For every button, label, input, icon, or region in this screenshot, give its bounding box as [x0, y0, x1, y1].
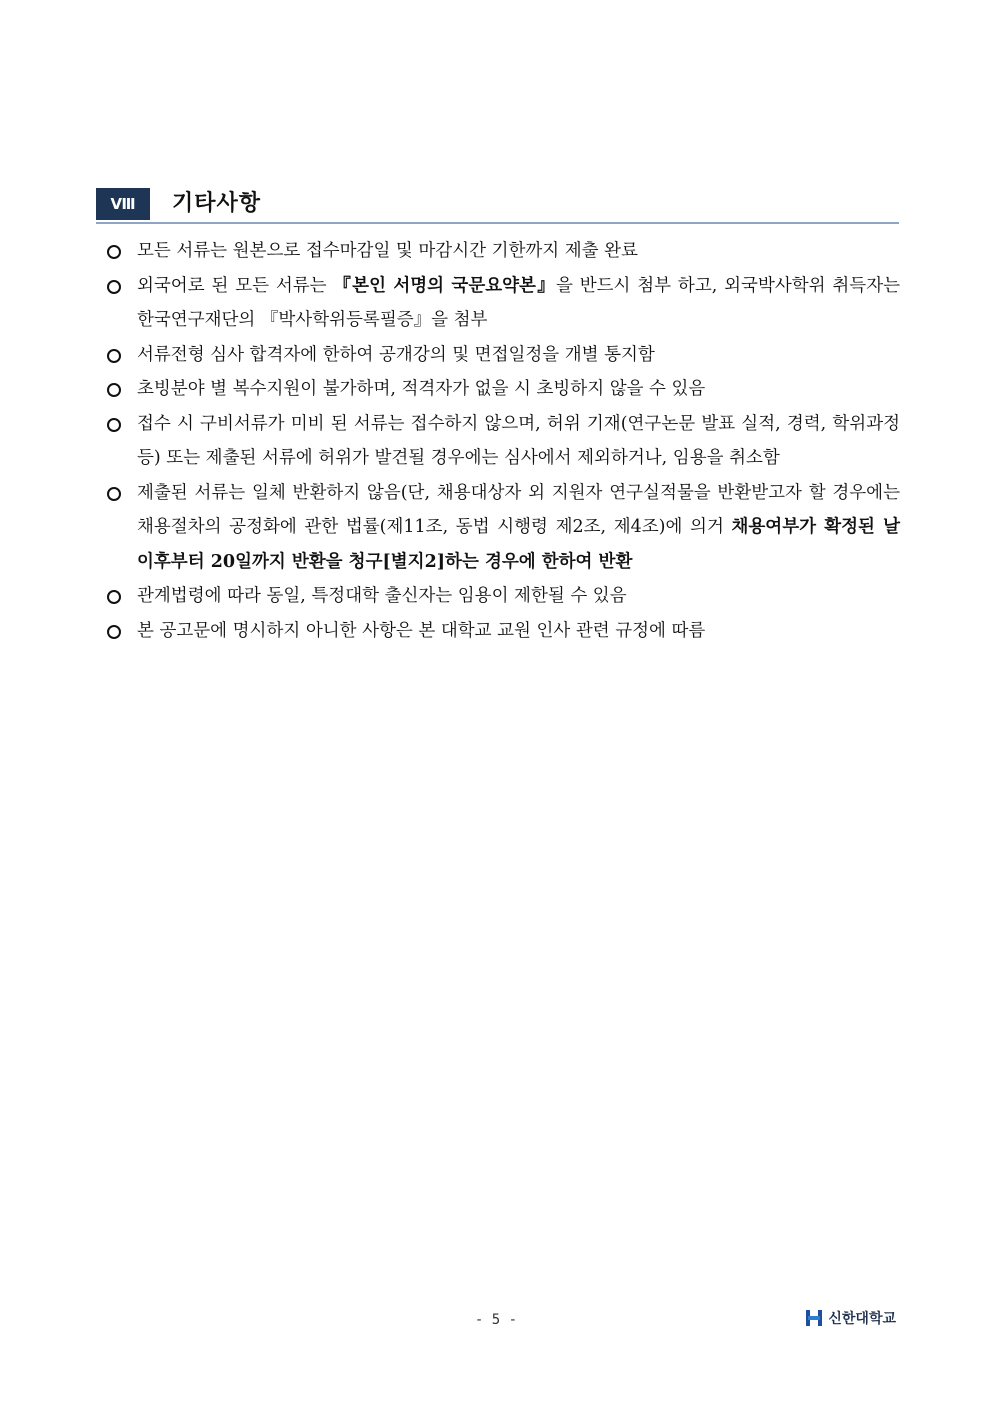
shinhan-university-logo-icon [804, 1308, 824, 1328]
circle-bullet-icon [107, 418, 121, 432]
circle-bullet-icon [107, 590, 121, 604]
circle-bullet-icon [107, 280, 121, 294]
list-item: 제출된 서류는 일체 반환하지 않음(단, 채용대상자 외 지원자 연구실적물을 반환받고자 할 경우에는 채용절차의 공정화에 관한 법률(제11조, 동법 시행령 제2조, 제4조)에 의거 채용여부가 확정된 날 이후부터 20일까지 반환을 청구[별지2]하는 경우에 한하여 반환 [105, 476, 900, 580]
circle-bullet-icon [107, 383, 121, 397]
logo-text: 신한대학교 [828, 1311, 896, 1327]
section-number: Ⅷ [96, 188, 150, 220]
circle-bullet-icon [107, 349, 121, 363]
list-item: 관계법령에 따라 동일, 특정대학 출신자는 임용이 제한될 수 있음 [105, 579, 900, 614]
circle-bullet-icon [107, 625, 121, 639]
list-item: 접수 시 구비서류가 미비 된 서류는 접수하지 않으며, 허위 기재(연구논문 발표 실적, 경력, 학위과정 등) 또는 제출된 서류에 허위가 발견될 경우에는 심사에서 제외하거나, 임용을 취소함 [105, 407, 900, 476]
notice-list [105, 234, 900, 648]
university-logo [804, 1308, 896, 1328]
list-item: 외국어로 된 모든 서류는 『본인 서명의 국문요약본』을 반드시 첨부 하고, 외국박사학위 취득자는 한국연구재단의 『박사학위등록필증』을 첨부 [105, 269, 900, 338]
circle-bullet-icon [107, 245, 121, 259]
circle-bullet-icon [107, 487, 121, 501]
list-item: 본 공고문에 명시하지 아니한 사항은 본 대학교 교원 인사 관련 규정에 따름 [105, 614, 900, 649]
list-item: 서류전형 심사 합격자에 한하여 공개강의 및 면접일정을 개별 통지함 [105, 338, 900, 373]
section-title: 기타사항 [172, 191, 262, 216]
list-item: 모든 서류는 원본으로 접수마감일 및 마감시간 기한까지 제출 완료 [105, 234, 900, 269]
list-item: 초빙분야 별 복수지원이 불가하며, 적격자가 없을 시 초빙하지 않을 수 있음 [105, 372, 900, 407]
page-number: - 5 - [474, 1312, 518, 1328]
section-header [96, 184, 899, 224]
